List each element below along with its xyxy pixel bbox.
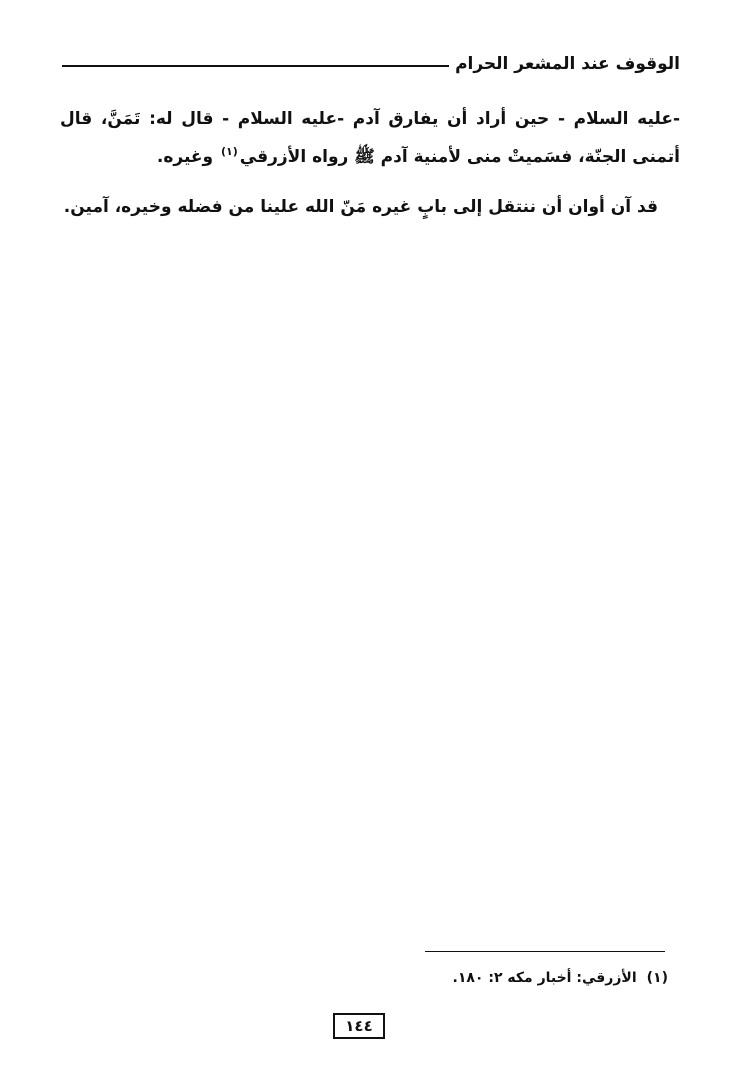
footnote-separator	[425, 951, 665, 952]
running-header-title: الوقوف عند المشعر الحرام	[455, 54, 680, 74]
paragraph-1-text: -عليه السلام - حين أراد أن يفارق آدم -عليه السلام - قال له: تَمَنَّ، قال أتمنى الجنّة، فسَميتْ منى لأمنية آدم ﷺ رواه الأزرقي	[60, 109, 680, 167]
paragraph-2	[60, 188, 680, 226]
paragraph-1	[60, 100, 680, 176]
footnote	[300, 966, 668, 990]
paragraph-1-tail: وغيره.	[156, 147, 219, 167]
paragraph-2-text: قد آن أوان أن ننتقل إلى بابٍ غيره مَنّ الله علينا من فضله وخيره، آمين.	[63, 197, 658, 217]
page-number: ١٤٤	[345, 1017, 373, 1035]
main-text	[60, 100, 680, 238]
page-number-box	[333, 1013, 385, 1039]
footnote-text: الأزرقي: أخبار مكه ٢: ١٨٠.	[452, 970, 637, 986]
footnote-reference[interactable]: (١)	[221, 145, 238, 159]
running-header	[62, 50, 680, 78]
header-rule	[62, 65, 449, 67]
footnote-number: (١)	[646, 970, 668, 986]
